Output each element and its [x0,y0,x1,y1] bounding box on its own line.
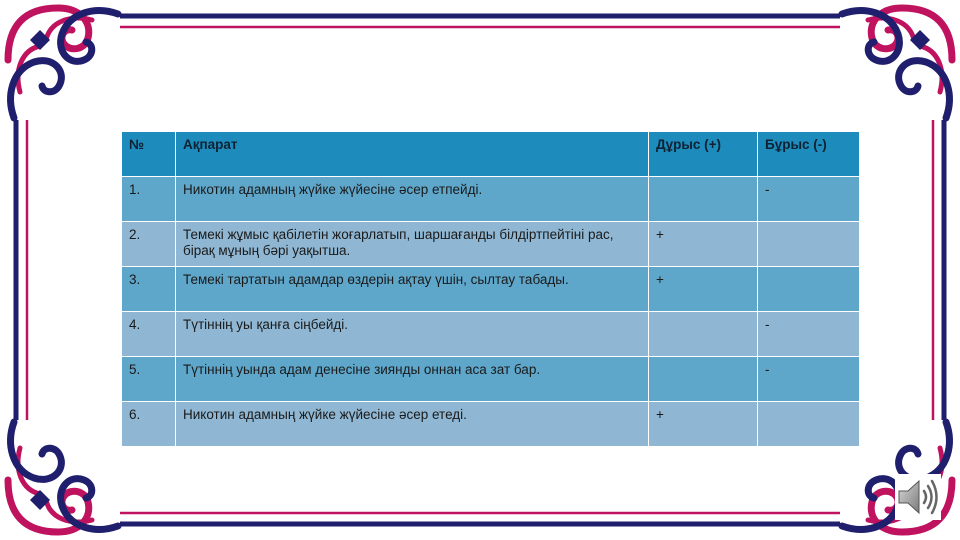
row-wrong-mark: - [758,357,860,402]
row-wrong-mark: - [758,177,860,222]
info-table [121,131,860,447]
row-number: 1. [122,177,176,222]
row-correct-mark [649,357,758,402]
table-row [122,357,860,402]
row-statement: Түтіннің уында адам денесіне зиянды оннан аса зат бар. [176,357,649,402]
row-statement: Түтіннің уы қанға сіңбейді. [176,312,649,357]
row-wrong-mark [758,267,860,312]
row-number: 2. [122,222,176,267]
speaker-icon[interactable] [895,474,941,520]
row-number: 6. [122,402,176,447]
row-correct-mark [649,312,758,357]
table-row [122,312,860,357]
row-statement: Никотин адамның жүйке жүйесіне әсер етпейді. [176,177,649,222]
table-row [122,402,860,447]
row-number: 4. [122,312,176,357]
row-number: 3. [122,267,176,312]
header-info: Ақпарат [176,132,649,177]
table-row [122,222,860,267]
row-correct-mark [649,177,758,222]
row-statement: Темекі жұмыс қабілетін жоғарлатып, шаршағанды білдіртпейтіні рас, бірақ мұның бәрі уақытша. [176,222,649,267]
row-correct-mark: + [649,267,758,312]
row-wrong-mark [758,402,860,447]
table-row [122,267,860,312]
header-correct: Дұрыс (+) [649,132,758,177]
header-number: № [122,132,176,177]
table-row [122,177,860,222]
table-header-row [122,132,860,177]
row-wrong-mark [758,222,860,267]
row-number: 5. [122,357,176,402]
row-statement: Темекі тартатын адамдар өздерін ақтау үшін, сылтау табады. [176,267,649,312]
row-correct-mark: + [649,402,758,447]
row-wrong-mark: - [758,312,860,357]
row-statement: Никотин адамның жүйке жүйесіне әсер етеді. [176,402,649,447]
header-wrong: Бұрыс (-) [758,132,860,177]
row-correct-mark: + [649,222,758,267]
